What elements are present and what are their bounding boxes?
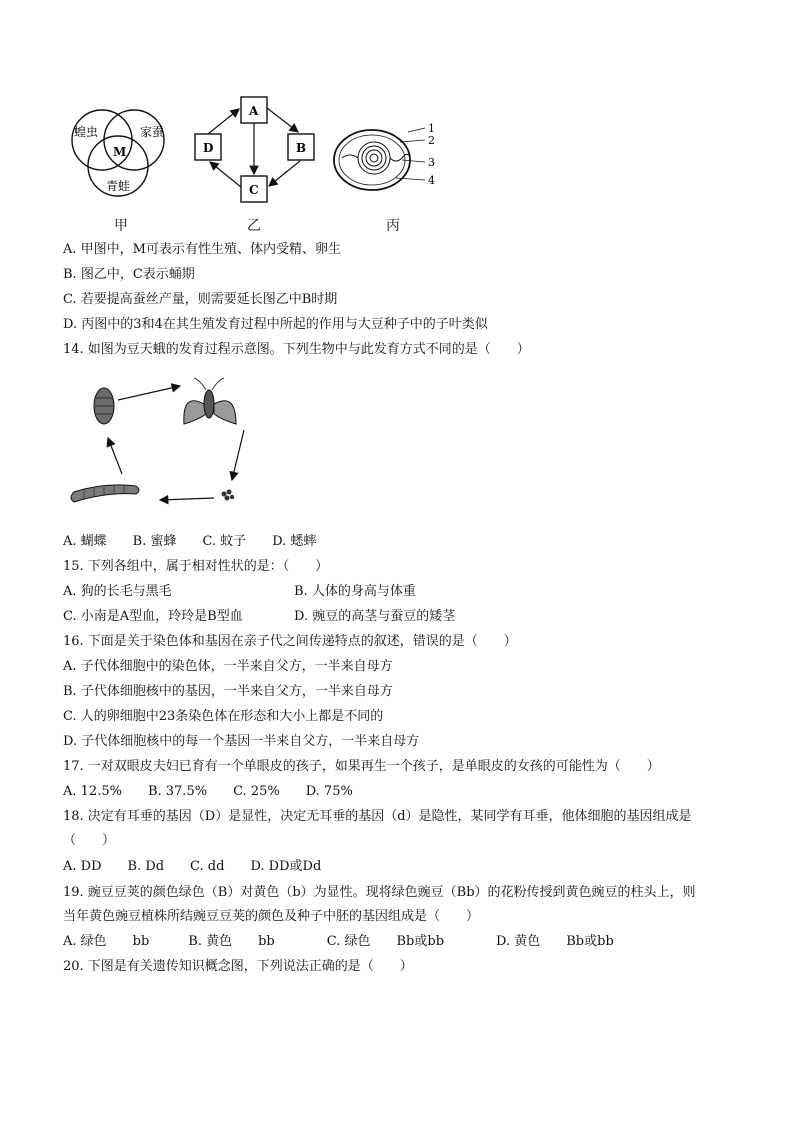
cycle-node-c: C [249, 183, 259, 197]
q16-option-d: D. 子代体细胞核中的每一个基因一半来自父方，一半来自母方 [63, 734, 420, 749]
q15-option-b: B. 人体的身高与体重 [294, 584, 416, 599]
egg-label-2: 2 [428, 134, 435, 147]
egg-diagram [332, 118, 444, 208]
cycle-node-d: D [203, 141, 214, 155]
larva-icon [71, 485, 139, 502]
cycle-node-b: B [296, 141, 307, 155]
caption-bing: 丙 [386, 218, 400, 234]
moth-icon [184, 378, 236, 424]
q17-stem: 17. 一对双眼皮夫妇已育有一个单眼皮的孩子，如果再生一个孩子，是单眼皮的女孩的可能性为（ ） [63, 759, 660, 774]
venn-label-a: 蝗虫 [74, 125, 99, 139]
q15-stem: 15. 下列各组中，属于相对性状的是：（ ） [63, 559, 329, 574]
egg-label-1: 1 [428, 122, 435, 135]
q16-stem: 16. 下面是关于染色体和基因在亲子代之间传递特点的叙述，错误的是（ ） [63, 634, 517, 649]
q13-option-b: B. 图乙中，C表示蛹期 [63, 267, 195, 282]
q13-option-a: A. 甲图中，M可表示有性生殖、体内受精、卵生 [63, 242, 341, 257]
q15-option-a: A. 狗的长毛与黑毛 [63, 584, 172, 599]
q13-option-c: C. 若要提高蚕丝产量，则需要延长图乙中B时期 [63, 292, 338, 307]
venn-label-b: 家蚕 [140, 125, 165, 139]
q19-stem: 19. 豌豆豆荚的颜色绿色（B）对黄色（b）为显性。现将绿色豌豆（Bb）的花粉传授到黄色豌豆的柱头上，则 [63, 885, 696, 900]
pupa-icon [94, 388, 114, 424]
eggs-icon [222, 490, 235, 501]
venn-label-center: M [113, 145, 127, 159]
cycle-diagram [190, 94, 320, 212]
moth-lifecycle-figure [64, 364, 274, 516]
q18-stem-continued: （ ） [63, 833, 116, 848]
q19-stem-continued: 当年黄色豌豆植株所结豌豆豆荚的颜色及种子中胚的基因组成是（ ） [63, 909, 480, 924]
caption-jia: 甲 [114, 218, 128, 234]
q13-option-d: D. 丙图中的3和4在其生殖发育过程中所起的作用与大豆种子中的子叶类似 [63, 317, 488, 332]
q14-stem: 14. 如图为豆天蛾的发育过程示意图。下列生物中与此发育方式不同的是（ ） [63, 342, 530, 357]
q15-option-c: C. 小南是A型血，玲玲是B型血 [63, 609, 243, 624]
q16-option-c: C. 人的卵细胞中23条染色体在形态和大小上都是不同的 [63, 709, 384, 724]
q15-option-d: D. 豌豆的高茎与蚕豆的矮茎 [294, 609, 456, 624]
q20-stem: 20. 下图是有关遗传知识概念图，下列说法正确的是（ ） [63, 959, 413, 974]
q16-option-b: B. 子代体细胞核中的基因，一半来自父方，一半来自母方 [63, 684, 393, 699]
q18-stem: 18. 决定有耳垂的基因（D）是显性，决定无耳垂的基因（d）是隐性，某同学有耳垂，他体细胞的基因组成是 [63, 809, 692, 824]
caption-yi: 乙 [247, 218, 261, 234]
cycle-node-a: A [249, 104, 259, 118]
egg-label-4: 4 [428, 174, 435, 187]
q18-options: A. DD B. Dd C. dd D. DD或Dd [63, 859, 322, 874]
egg-label-3: 3 [428, 156, 435, 169]
venn-label-c: 青蛙 [106, 179, 131, 193]
q16-option-a: A. 子代体细胞中的染色体，一半来自父方，一半来自母方 [63, 659, 393, 674]
venn-diagram [64, 104, 174, 204]
q17-options: A. 12.5% B. 37.5% C. 25% D. 75% [63, 784, 353, 799]
q14-options: A. 蝴蝶 B. 蜜蜂 C. 蚊子 D. 蟋蟀 [63, 534, 317, 549]
q19-options: A. 绿色 bb B. 黄色 bb C. 绿色 Bb或bb D. 黄色 Bb或bb [63, 934, 614, 949]
